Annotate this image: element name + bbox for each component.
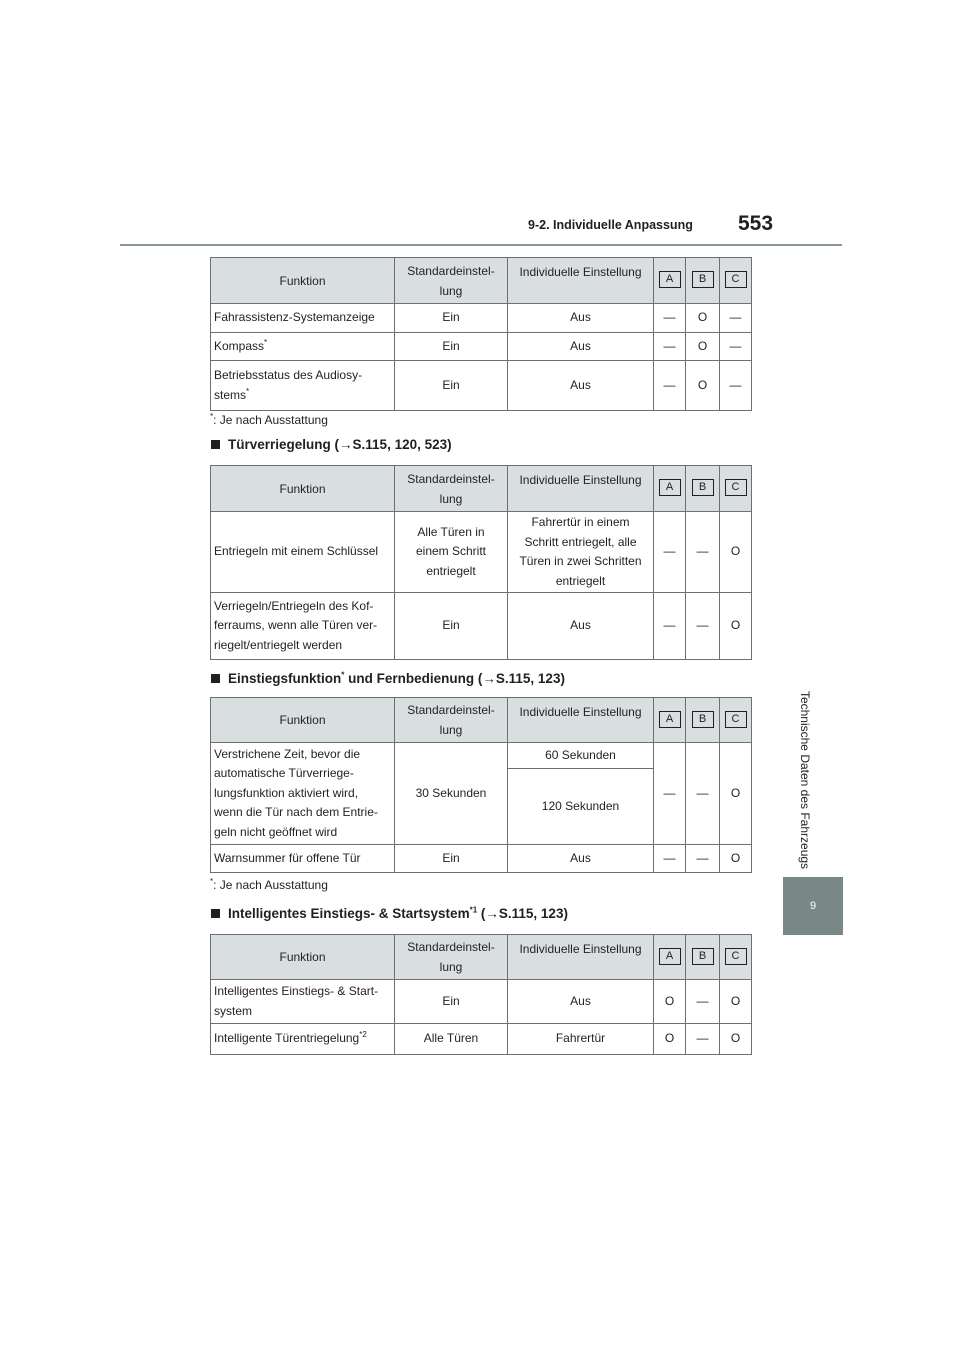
table-row: Verstrichene Zeit, bevor die automatische Türverriege- lungsfunktion aktiviert wird, wenn die Tür nach dem Entrie- geln nicht geöffnet wird 30 Sekunden 60 Sekunden — — O <box>211 743 752 769</box>
table-header-row: Funktion Standardeinstel- lung Individuelle Einstellung A B C <box>211 258 752 304</box>
header-rule <box>120 244 842 246</box>
section-heading: Intelligentes Einstiegs- & Startsystem$^{*1}$ (→S.115, 123) <box>211 906 568 921</box>
table-header-row: Funktion Standardeinstel- lung Individuelle Einstellung A B C <box>211 466 752 512</box>
table-row: Verriegeln/Entriegeln des Kof- ferraums, wenn alle Türen ver- riegelt/entriegelt werden Ein Aus — — O <box>211 593 752 660</box>
section-title: 9-2. Individuelle Anpassung <box>528 218 693 232</box>
table-row: Intelligentes Einstiegs- & Start- system Ein Aus O — O <box>211 980 752 1024</box>
footnote: *: Je nach Ausstattung <box>210 877 328 892</box>
chapter-tab: 9 <box>783 877 843 935</box>
table-row: Fahrassistenz-Systemanzeige Ein Aus — O — <box>211 304 752 333</box>
page-number: 553 <box>738 212 774 235</box>
chapter-side-label: Technische Daten des Fahrzeugs <box>798 690 812 870</box>
footnote: *: Je nach Ausstattung <box>210 412 328 427</box>
table-row: Betriebsstatus des Audiosy- stems* Ein Aus — O — <box>211 361 752 411</box>
table-row: Entriegeln mit einem Schlüssel Alle Türen in einem Schritt entriegelt Fahrertür in einem Schritt entriegelt, alle Türen in zwei Schritten entriegelt — — O <box>211 512 752 593</box>
section-heading: Türverriegelung (→S.115, 120, 523) <box>211 437 452 452</box>
table-header-row: Funktion Standardeinstel- lung Individuelle Einstellung A B C <box>211 698 752 743</box>
table-row: Kompass* Ein Aus — O — <box>211 333 752 361</box>
table-entry-function <box>210 697 752 873</box>
table-smart-entry <box>210 934 752 1055</box>
table-row: Warnsummer für offene Tür Ein Aus — — O <box>211 845 752 873</box>
table-row: Intelligente Türentriegelung$^{*2}$ Alle Türen Fahrertür O — O <box>211 1024 752 1055</box>
table-door-locking <box>210 465 752 660</box>
table-row: 120 Sekunden <box>211 769 752 845</box>
table-header-row: Funktion Standardeinstel- lung Individuelle Einstellung A B C <box>211 935 752 980</box>
section-heading: Einstiegsfunktion* und Fernbedienung (→S.115, 123) <box>211 671 565 686</box>
table-display-settings <box>210 257 752 411</box>
